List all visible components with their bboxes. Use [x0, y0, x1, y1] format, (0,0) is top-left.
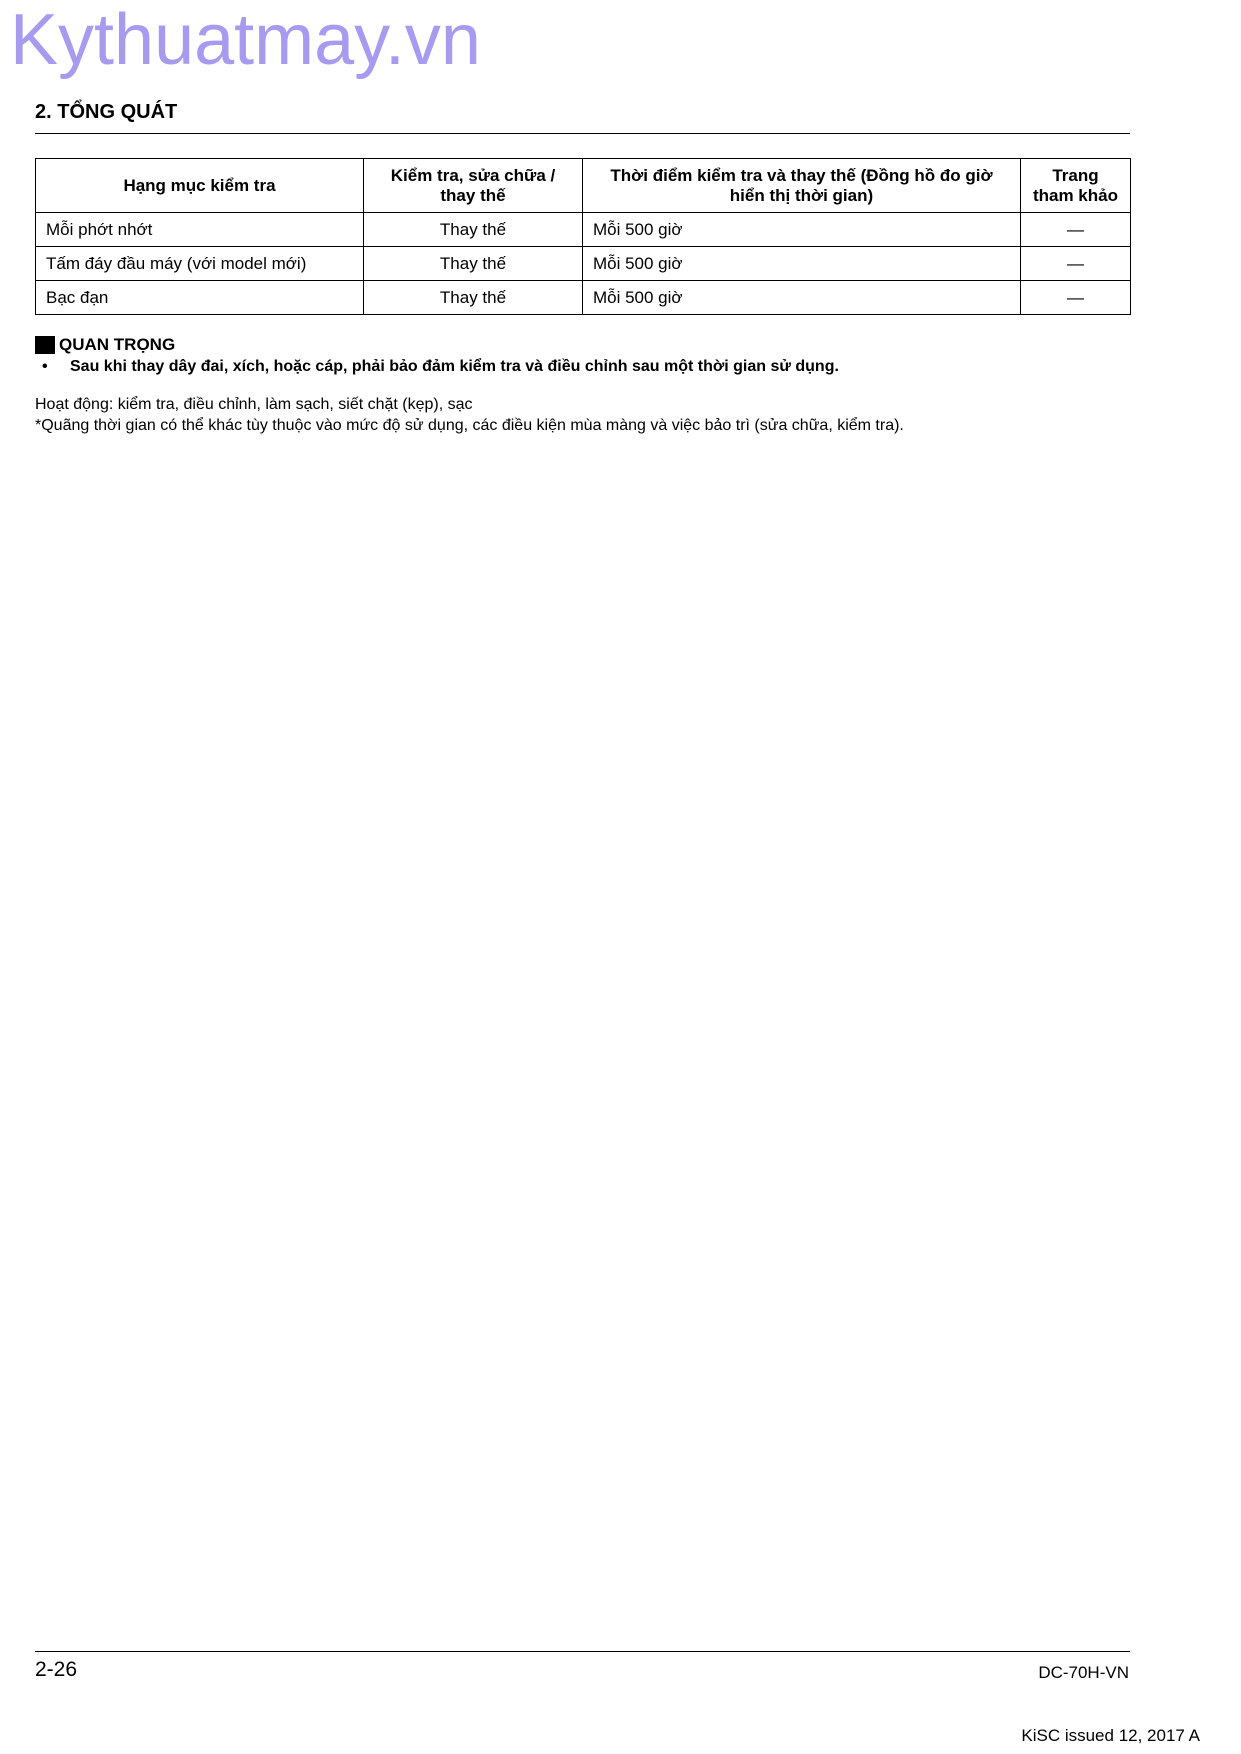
important-note — [42, 358, 839, 376]
table-header-row — [36, 159, 1131, 213]
column-header: Hạng mục kiểm tra — [36, 159, 364, 213]
bullet-icon: • — [42, 358, 48, 375]
table-cell: Thay thế — [363, 281, 582, 315]
interval-note: *Quãng thời gian có thể khác tùy thuộc vào mức độ sử dụng, các điều kiện mùa màng và việc bảo trì (sửa chữa, kiểm tra). — [35, 417, 904, 434]
title-divider — [35, 133, 1130, 134]
table-cell: Mỗi 500 giờ — [582, 247, 1020, 281]
column-header: Trang tham khảo — [1020, 159, 1130, 213]
table-cell: Bạc đạn — [36, 281, 364, 315]
table-cell: — — [1020, 247, 1130, 281]
table-cell: Mỗi phớt nhớt — [36, 213, 364, 247]
column-header: Thời điểm kiểm tra và thay thế (Đồng hồ đo giờ hiển thị thời gian) — [582, 159, 1020, 213]
table-cell: Mỗi 500 giờ — [582, 281, 1020, 315]
table-row — [36, 247, 1131, 281]
table-cell: Tấm đáy đầu máy (với model mới) — [36, 247, 364, 281]
issue-info: KiSC issued 12, 2017 A — [1021, 1726, 1200, 1745]
activity-note: Hoạt động: kiểm tra, điều chỉnh, làm sạch, siết chặt (kẹp), sạc — [35, 396, 473, 413]
table-row — [36, 281, 1131, 315]
important-heading — [35, 335, 175, 355]
column-header: Kiểm tra, sửa chữa / thay thế — [363, 159, 582, 213]
important-label: QUAN TRỌNG — [59, 335, 176, 354]
important-text: Sau khi thay dây đai, xích, hoặc cáp, phải bảo đảm kiểm tra và điều chỉnh sau một thời gian sử dụng. — [70, 358, 839, 375]
footer-divider — [35, 1651, 1130, 1652]
section-title: 2. TỔNG QUÁT — [35, 101, 178, 123]
inspection-table — [35, 158, 1131, 315]
model-code: DC-70H-VN — [1038, 1663, 1129, 1682]
important-square-icon — [35, 336, 55, 354]
page-number: 2-26 — [35, 1658, 78, 1681]
table-cell: Thay thế — [363, 247, 582, 281]
table-cell: — — [1020, 281, 1130, 315]
table-cell: — — [1020, 213, 1130, 247]
table-cell: Thay thế — [363, 213, 582, 247]
table-cell: Mỗi 500 giờ — [582, 213, 1020, 247]
watermark-logo: Kythuatmay.vn — [10, 0, 481, 80]
table-row — [36, 213, 1131, 247]
